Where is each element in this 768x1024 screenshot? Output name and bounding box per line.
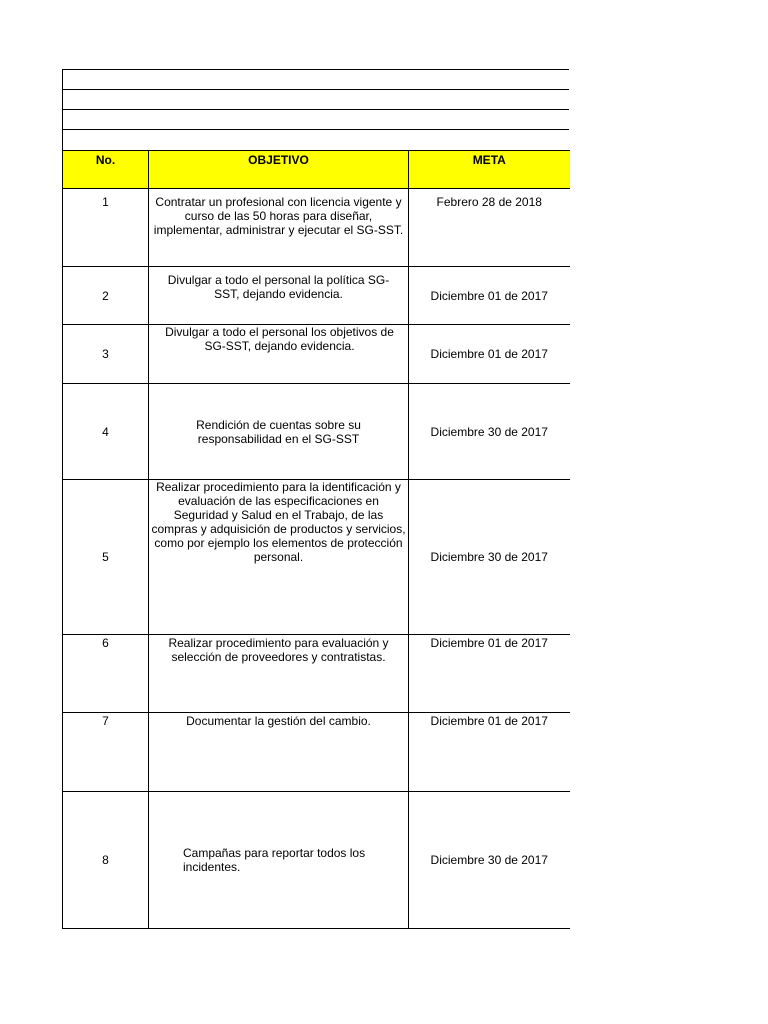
row-objetivo: Contratar un profesional con licencia vigente y curso de las 50 horas para diseñar, implementar, administrar y ejecutar el SG-SST. <box>149 189 409 267</box>
row-objetivo: Realizar procedimiento para la identificación y evaluación de las especificaciones en Seguridad y Salud en el Trabajo, de las compras y adquisición de productos y servicios, como por ejemplo los elementos de protección personal. <box>149 480 409 635</box>
row-meta: Diciembre 30 de 2017 <box>409 792 570 929</box>
blank-header-row-1 <box>62 69 569 89</box>
row-objetivo: Rendición de cuentas sobre su responsabilidad en el SG-SST <box>149 384 409 480</box>
row-meta: Diciembre 01 de 2017 <box>409 267 570 325</box>
row-number: 5 <box>63 480 149 635</box>
row-number: 7 <box>63 713 149 792</box>
table-row <box>63 189 570 267</box>
row-number: 6 <box>63 635 149 713</box>
row-number: 3 <box>63 325 149 384</box>
row-meta: Diciembre 30 de 2017 <box>409 480 570 635</box>
table-row <box>63 384 570 480</box>
row-meta: Diciembre 01 de 2017 <box>409 325 570 384</box>
header-no: No. <box>63 151 149 189</box>
table-row <box>63 792 570 929</box>
row-meta: Diciembre 01 de 2017 <box>409 713 570 792</box>
table-row <box>63 480 570 635</box>
row-objetivo: Campañas para reportar todos los incidentes. <box>149 792 409 929</box>
row-number: 8 <box>63 792 149 929</box>
table-row <box>63 713 570 792</box>
row-meta: Diciembre 30 de 2017 <box>409 384 570 480</box>
spreadsheet-sheet <box>62 69 569 929</box>
blank-header-row-2 <box>62 89 569 109</box>
row-number: 4 <box>63 384 149 480</box>
row-objetivo: Divulgar a todo el personal la política SG-SST, dejando evidencia. <box>149 267 409 325</box>
row-objetivo: Divulgar a todo el personal los objetivos de SG-SST, dejando evidencia. <box>149 325 409 384</box>
row-objetivo: Documentar la gestión del cambio. <box>149 713 409 792</box>
header-objetivo: OBJETIVO <box>149 151 409 189</box>
row-number: 2 <box>63 267 149 325</box>
header-meta: META <box>409 151 570 189</box>
table-header-row <box>63 151 570 189</box>
row-meta: Febrero 28 de 2018 <box>409 189 570 267</box>
table-row <box>63 325 570 384</box>
blank-header-row-4 <box>62 129 569 150</box>
row-objetivo: Realizar procedimiento para evaluación y selección de proveedores y contratistas. <box>149 635 409 713</box>
row-meta: Diciembre 01 de 2017 <box>409 635 570 713</box>
objectives-table <box>62 150 570 929</box>
row-number: 1 <box>63 189 149 267</box>
table-row <box>63 635 570 713</box>
blank-header-row-3 <box>62 109 569 129</box>
table-row <box>63 267 570 325</box>
